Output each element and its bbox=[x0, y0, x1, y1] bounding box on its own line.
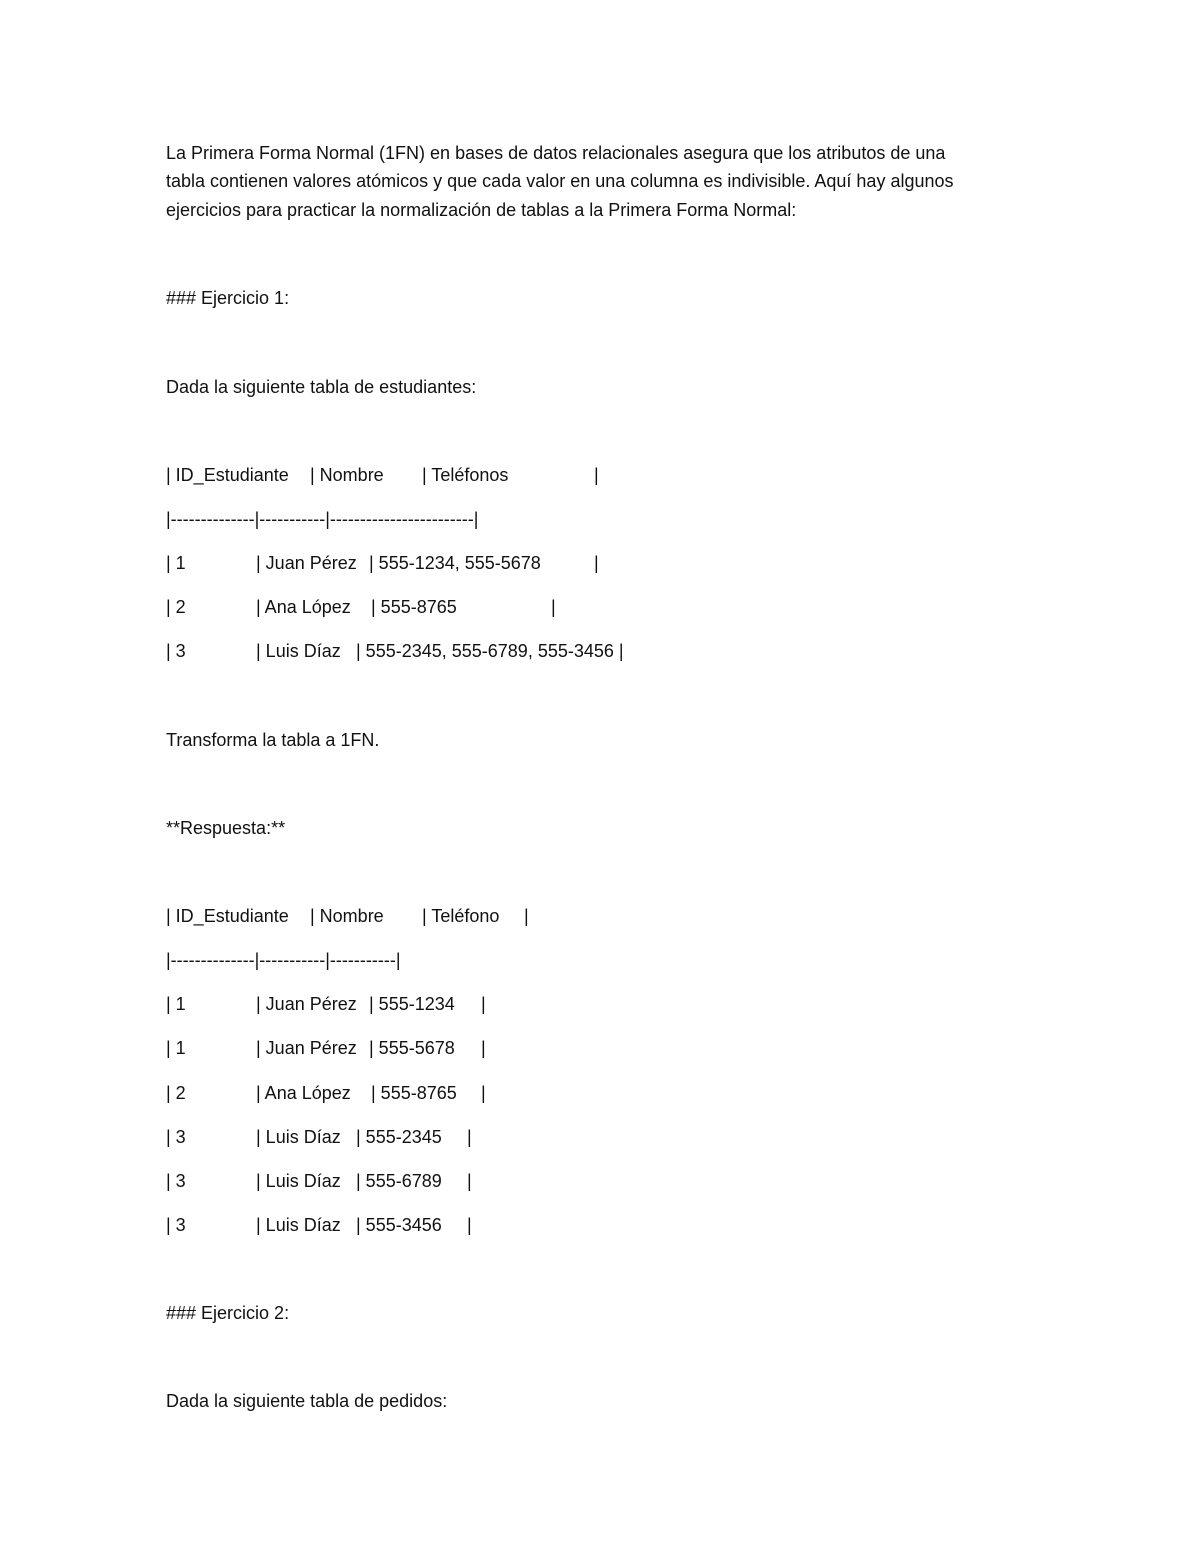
table2-cell-nombre: | Juan Pérez bbox=[256, 1038, 357, 1058]
table1-cell-telefonos: | 555-8765 bbox=[371, 597, 457, 617]
table2-cell-id: | 1 bbox=[166, 1038, 186, 1058]
table2-cell-telefono: | 555-1234 bbox=[369, 994, 455, 1014]
answer-label: **Respuesta:** bbox=[166, 818, 286, 838]
table2-header-telefono: | Teléfono bbox=[422, 906, 500, 926]
table1-header-nombre: | Nombre bbox=[310, 465, 384, 485]
table1-cell-id: | 2 bbox=[166, 597, 186, 617]
table1-cell-telefonos: | 555-1234, 555-5678 bbox=[369, 553, 541, 573]
exercise2-heading: ### Ejercicio 2: bbox=[166, 1303, 290, 1323]
intro-line-3: ejercicios para practicar la normalización de tablas a la Primera Forma Normal: bbox=[166, 200, 797, 220]
table2-header-nombre: | Nombre bbox=[310, 906, 384, 926]
table2-cell-end: | bbox=[467, 1171, 472, 1191]
table2-cell-id: | 3 bbox=[166, 1171, 186, 1191]
table1-cell-nombre: | Juan Pérez bbox=[256, 553, 357, 573]
table2-cell-end: | bbox=[467, 1215, 472, 1235]
table2-header-end: | bbox=[524, 906, 529, 926]
intro-line-1: La Primera Forma Normal (1FN) en bases de datos relacionales asegura que los atributos de una bbox=[166, 143, 946, 163]
intro-line-2: tabla contienen valores atómicos y que cada valor en una columna es indivisible. Aquí hay algunos bbox=[166, 171, 954, 191]
table1-separator: |--------------|-----------|------------------------| bbox=[166, 509, 479, 529]
table2-separator: |--------------|-----------|-----------| bbox=[166, 950, 401, 970]
table2-header-id: | ID_Estudiante bbox=[166, 906, 289, 926]
table1-cell-id: | 1 bbox=[166, 553, 186, 573]
table2-cell-nombre: | Luis Díaz bbox=[256, 1127, 341, 1147]
exercise1-heading: ### Ejercicio 1: bbox=[166, 288, 290, 308]
table1-cell-nombre: | Luis Díaz bbox=[256, 641, 341, 661]
table2-cell-nombre: | Juan Pérez bbox=[256, 994, 357, 1014]
table2-cell-id: | 1 bbox=[166, 994, 186, 1014]
table2-cell-id: | 3 bbox=[166, 1215, 186, 1235]
table2-cell-telefono: | 555-5678 bbox=[369, 1038, 455, 1058]
table2-cell-end: | bbox=[467, 1127, 472, 1147]
exercise1-prompt: Dada la siguiente tabla de estudiantes: bbox=[166, 377, 477, 397]
table1-cell-nombre: | Ana López bbox=[256, 597, 351, 617]
table2-cell-nombre: | Luis Díaz bbox=[256, 1215, 341, 1235]
table2-cell-end: | bbox=[481, 994, 486, 1014]
table2-cell-end: | bbox=[481, 1038, 486, 1058]
table2-cell-id: | 3 bbox=[166, 1127, 186, 1147]
table2-cell-telefono: | 555-8765 bbox=[371, 1083, 457, 1103]
table2-cell-nombre: | Luis Díaz bbox=[256, 1171, 341, 1191]
table2-cell-end: | bbox=[481, 1083, 486, 1103]
table1-cell-end: | bbox=[594, 553, 599, 573]
table1-cell-id: | 3 bbox=[166, 641, 186, 661]
table2-cell-telefono: | 555-3456 bbox=[356, 1215, 442, 1235]
table2-cell-telefono: | 555-2345 bbox=[356, 1127, 442, 1147]
table1-header-id: | ID_Estudiante bbox=[166, 465, 289, 485]
table1-header-telefonos: | Teléfonos bbox=[422, 465, 509, 485]
exercise1-instruction: Transforma la tabla a 1FN. bbox=[166, 730, 380, 750]
table2-cell-nombre: | Ana López bbox=[256, 1083, 351, 1103]
table2-cell-telefono: | 555-6789 bbox=[356, 1171, 442, 1191]
table1-cell-end: | bbox=[551, 597, 556, 617]
exercise2-prompt: Dada la siguiente tabla de pedidos: bbox=[166, 1391, 448, 1411]
table1-header-end: | bbox=[594, 465, 599, 485]
table2-cell-id: | 2 bbox=[166, 1083, 186, 1103]
table1-cell-telefonos: | 555-2345, 555-6789, 555-3456 | bbox=[356, 641, 624, 661]
